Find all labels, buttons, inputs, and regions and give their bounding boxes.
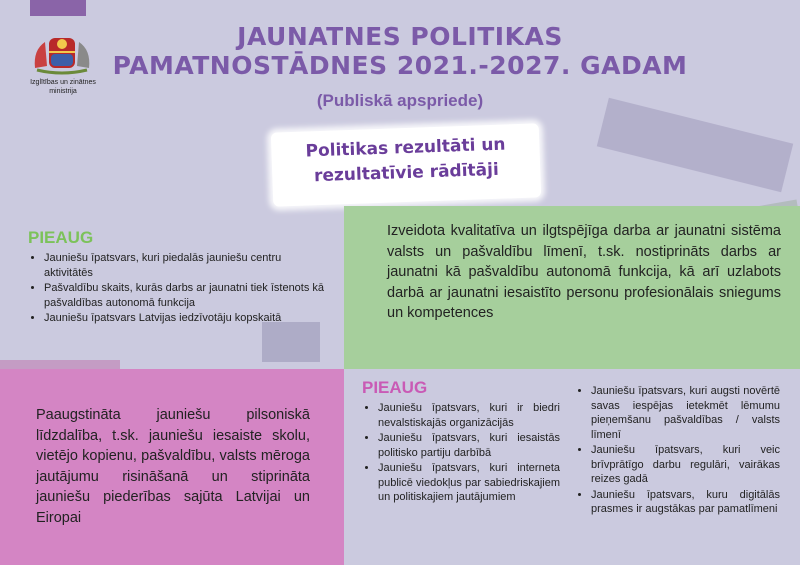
indicator-item: • Jauniešu īpatsvars, kuri interneta publicē viedokļus par sabiedriskajiem un politiskajiem jautājumiem <box>378 461 560 505</box>
result-statement-1: Izveidota kvalitatīva un ilgtspējīga darba ar jaunatni sistēma valsts un pašvaldību līmenī, t.sk. nostiprināts darbs ar jaunatni kā pašvaldību autonomā funkcija, kā arī uzlabots darbā ar jaunatni iesaistīto personu profesionālais sniegums un kompetences <box>387 223 781 321</box>
page-title-line1: JAUNATNES POLITIKAS <box>237 22 563 51</box>
section-banner-line1: Politikas rezultāti un <box>305 134 506 162</box>
indicator-item: • Pašvaldību skaits, kurās darbs ar jaunatni tiek īstenots kā pašvaldības autonomā funkcija <box>44 281 328 310</box>
ministry-caption-line2: ministrija <box>49 88 77 95</box>
indicator-list <box>575 384 780 517</box>
increase-heading: PIEAUG <box>362 378 428 397</box>
indicator-item: • Jauniešu īpatsvars, kuri ir biedri nevalstiskajās organizācijās <box>378 401 560 430</box>
indicator-item: • Jauniešu īpatsvars, kuri augsti novērtē savas iespējas ietekmēt lēmumu pieņemšanu pašvaldības / valsts līmenī <box>591 384 780 442</box>
increase-heading: PIEAUG <box>28 228 94 247</box>
result-statement-2: Paaugstināta jauniešu pilsoniskā līdzdalība, t.sk. jauniešu iesaiste skolu, vietējo kopienu, pašvaldību, valsts mēroga jautājumu risināšanā un stiprināta jauniešu piederības sajūta Latvijai un Eiropai <box>36 407 310 526</box>
indicators-block-1 <box>28 228 328 327</box>
section-banner-line2: rezultatīvie rādītāji <box>313 159 500 187</box>
indicators-block-3 <box>575 384 780 518</box>
indicator-item: • Jauniešu īpatsvars, kuri iesaistās politisko partiju darbībā <box>378 431 560 460</box>
page-title-line2: PAMATNOSTĀDNES 2021.-2027. GADAM <box>112 51 688 80</box>
section-banner <box>271 131 541 190</box>
page-subtitle: (Publiskā apspriede) <box>316 91 484 110</box>
indicator-list <box>362 401 560 505</box>
indicator-list <box>28 251 328 326</box>
decorative-tape <box>262 322 320 362</box>
indicator-item: • Jauniešu īpatsvars Latvijas iedzīvotāju kopskaitā <box>44 311 328 326</box>
indicators-block-2 <box>362 378 560 506</box>
ministry-caption-line1: Izglītības un zinātnes <box>30 79 96 86</box>
page-title <box>100 22 700 80</box>
decorative-top-bar <box>30 0 86 16</box>
coat-of-arms-logo <box>27 28 97 76</box>
indicator-item: • Jauniešu īpatsvars, kuri piedalās jauniešu centru aktivitātēs <box>44 251 328 280</box>
indicator-item: • Jauniešu īpatsvars, kuru digitālās prasmes ir augstākas par pamatlīmeni <box>591 488 780 517</box>
decorative-tape <box>597 98 793 192</box>
indicator-item: • Jauniešu īpatsvars, kuri veic brīvprātīgo darbu regulāri, vairākas reizes gadā <box>591 443 780 487</box>
ministry-caption <box>18 78 108 96</box>
